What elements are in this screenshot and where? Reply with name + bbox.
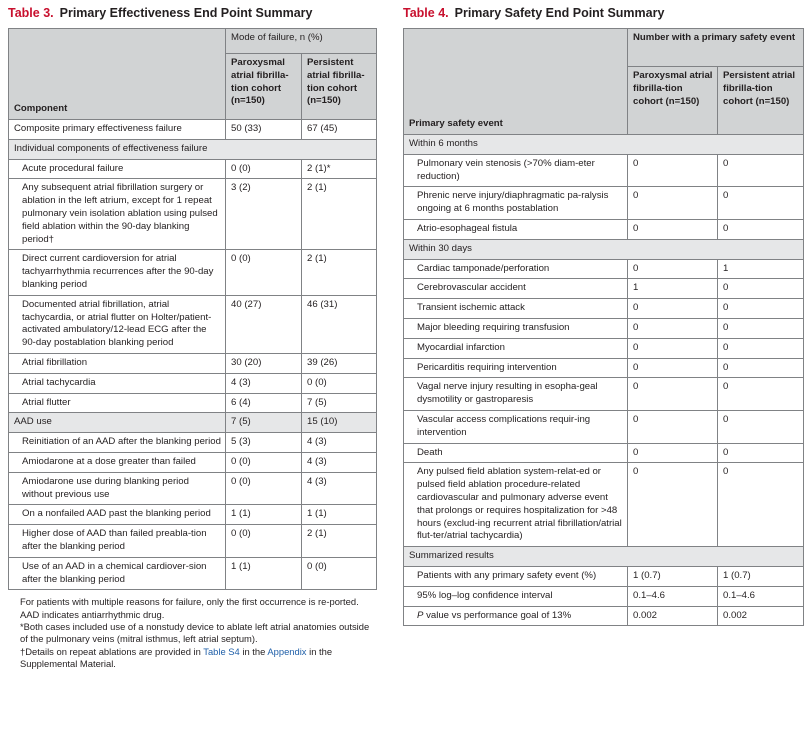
table3-cell-persistent: 46 (31): [302, 295, 377, 353]
table3-row-label: On a nonfailed AAD past the blanking period: [9, 505, 226, 525]
table4-row-label: Cerebrovascular accident: [404, 279, 628, 299]
table3-caption: [8, 6, 376, 22]
table4-row-label: P value vs performance goal of 13%: [404, 606, 628, 626]
table4-row: [404, 378, 804, 411]
table4-cell-persistent: 1 (0.7): [718, 566, 804, 586]
table4-cell-paroxysmal: 0: [628, 338, 718, 358]
table3-body: [9, 120, 377, 590]
table4-cell-paroxysmal: 0.002: [628, 606, 718, 626]
table4-panel: [403, 6, 803, 626]
table3-row: [9, 373, 377, 393]
table3-cell-persistent: 0 (0): [302, 373, 377, 393]
table4-row-label: Transient ischemic attack: [404, 299, 628, 319]
table4-cell-paroxysmal: 0: [628, 443, 718, 463]
table3-cell-persistent: 2 (1): [302, 525, 377, 558]
table3-row-label: Higher dose of AAD than failed preabla-tion after the blanking period: [9, 525, 226, 558]
table4-row-label: Vascular access complications requir-ing intervention: [404, 410, 628, 443]
table3-row-label: Amiodarone use during blanking period without previous use: [9, 472, 226, 505]
table3-cell-persistent: 67 (45): [302, 120, 377, 140]
table4-row-label: Death: [404, 443, 628, 463]
table3-row: [9, 139, 377, 159]
table4-row-label: Pericarditis requiring intervention: [404, 358, 628, 378]
table3-row-label: Any subsequent atrial fibrillation surgery or ablation in the left atrium, except for 1 repeat pulmonary vein isolation ablation using pulsed field ablation within the 90-day blanking period†: [9, 179, 226, 250]
table3-cell-persistent: 2 (1): [302, 179, 377, 250]
table3-cell-paroxysmal: 0 (0): [226, 452, 302, 472]
table4-label: Table 4.: [403, 6, 449, 20]
table4-row: [404, 410, 804, 443]
table4-cell-persistent: 0.1–4.6: [718, 586, 804, 606]
table4-header-col2: Persistent atrial fibrilla-tion cohort (n=150): [718, 67, 804, 135]
table3-row-label: Direct current cardioversion for atrial tachyarrhythmia recurrences after the 90-day blanking period: [9, 250, 226, 295]
table4-cell-paroxysmal: 0: [628, 410, 718, 443]
table4-row: [404, 279, 804, 299]
table4-cell-persistent: 1: [718, 259, 804, 279]
table4-row-label: Pulmonary vein stenosis (>70% diam-eter reduction): [404, 154, 628, 187]
table3-title: Primary Effectiveness End Point Summary: [59, 6, 313, 20]
table4-row: [404, 586, 804, 606]
table4-cell-paroxysmal: 0: [628, 187, 718, 220]
table4-cell-paroxysmal: 0: [628, 318, 718, 338]
table4-row: [404, 463, 804, 547]
table4-row: [404, 154, 804, 187]
table4-row-label: Any pulsed field ablation system-relat-ed or pulsed field ablation procedure-related cardiovascular and pulmonary adverse event that prolongs or requires hospitalization for >48 hours (exclud-ing recurrent atrial fibrillation/atrial flut-ter/atrial tachycardia): [404, 463, 628, 547]
table4-cell-persistent: 0: [718, 187, 804, 220]
table4-header-event: Primary safety event: [404, 29, 628, 135]
table3-row-label: Atrial tachycardia: [9, 373, 226, 393]
table4-row: [404, 358, 804, 378]
table4-cell-persistent: 0: [718, 338, 804, 358]
table4-row: [404, 135, 804, 155]
table4-row-label: Major bleeding requiring transfusion: [404, 318, 628, 338]
table3: [8, 28, 377, 590]
table4-row: [404, 299, 804, 319]
table4-cell-persistent: 0: [718, 279, 804, 299]
table4-cell-paroxysmal: 0: [628, 378, 718, 411]
table4-title: Primary Safety End Point Summary: [454, 6, 665, 20]
table3-cell-paroxysmal: 40 (27): [226, 295, 302, 353]
table3-row: [9, 295, 377, 353]
table4-row-label: Myocardial infarction: [404, 338, 628, 358]
table3-row: [9, 179, 377, 250]
table3-row: [9, 452, 377, 472]
table3-footnote: For patients with multiple reasons for failure, only the first occurrence is re-ported. AAD indicates antiarrhythmic drug.: [20, 596, 359, 620]
table4-cell-paroxysmal: 0: [628, 259, 718, 279]
table3-row: [9, 353, 377, 373]
table4-cell-paroxysmal: 0: [628, 299, 718, 319]
table3-row-label: Use of an AAD in a chemical cardiover-sion after the blanking period: [9, 557, 226, 590]
table3-row: [9, 557, 377, 590]
table3-cell-persistent: 39 (26): [302, 353, 377, 373]
table4: [403, 28, 804, 626]
table3-row-label: Composite primary effectiveness failure: [9, 120, 226, 140]
table4-cell-persistent: 0: [718, 219, 804, 239]
table4-row-label: Phrenic nerve injury/diaphragmatic pa-ralysis ongoing at 6 months postablation: [404, 187, 628, 220]
table4-section-label: Within 30 days: [404, 239, 804, 259]
table3-cell-paroxysmal: 3 (2): [226, 179, 302, 250]
table4-row: [404, 443, 804, 463]
table3-cell-persistent: 4 (3): [302, 472, 377, 505]
table4-cell-persistent: 0: [718, 443, 804, 463]
table4-header-col1: Paroxysmal atrial fibrilla-tion cohort (n=150): [628, 67, 718, 135]
table3-row: [9, 413, 377, 433]
table3-cell-paroxysmal: 0 (0): [226, 159, 302, 179]
table4-section-label: Summarized results: [404, 547, 804, 567]
table4-cell-paroxysmal: 0: [628, 219, 718, 239]
table3-section-label: Individual components of effectiveness failure: [9, 139, 377, 159]
table3-row: [9, 120, 377, 140]
table3-panel: [8, 6, 376, 670]
table3-cell-paroxysmal: 50 (33): [226, 120, 302, 140]
table3-cell-paroxysmal: 1 (1): [226, 505, 302, 525]
table3-footnotes: [8, 596, 376, 670]
table3-row-label: Reinitiation of an AAD after the blanking period: [9, 433, 226, 453]
table3-row: [9, 505, 377, 525]
table3-row: [9, 159, 377, 179]
table3-cell-persistent: 0 (0): [302, 557, 377, 590]
table3-cell-paroxysmal: 4 (3): [226, 373, 302, 393]
table3-row-label: Atrial flutter: [9, 393, 226, 413]
table4-row: [404, 239, 804, 259]
table3-row: [9, 250, 377, 295]
table4-row: [404, 219, 804, 239]
table4-row: [404, 338, 804, 358]
table4-row-label: Patients with any primary safety event (%): [404, 566, 628, 586]
table3-row: [9, 472, 377, 505]
table3-cell-paroxysmal: 0 (0): [226, 525, 302, 558]
table4-cell-paroxysmal: 1 (0.7): [628, 566, 718, 586]
table3-cell-paroxysmal: 30 (20): [226, 353, 302, 373]
table4-row: [404, 259, 804, 279]
table3-header-col2: Persistent atrial fibrilla-tion cohort (n=150): [302, 54, 377, 120]
appendix-link[interactable]: Appendix: [267, 645, 307, 657]
table3-cell-paroxysmal: 0 (0): [226, 472, 302, 505]
table4-row: [404, 187, 804, 220]
table3-cell-paroxysmal: 1 (1): [226, 557, 302, 590]
table3-header-col1: Paroxysmal atrial fibrilla-tion cohort (n=150): [226, 54, 302, 120]
table3-header-component: Component: [9, 29, 226, 120]
table3-row-label: AAD use: [9, 413, 226, 433]
table4-row-label: Atrio-esophageal fistula: [404, 219, 628, 239]
table3-cell-paroxysmal: 6 (4): [226, 393, 302, 413]
table3-footnote: †Details on repeat ablations are provided in Table S4 in the Appendix in the Supplemental Material.: [20, 645, 333, 669]
table3-label: Table 3.: [8, 6, 54, 20]
table3-row: [9, 525, 377, 558]
table3-header-group: Mode of failure, n (%): [226, 29, 377, 54]
table4-cell-paroxysmal: 0: [628, 358, 718, 378]
table3-cell-persistent: 4 (3): [302, 433, 377, 453]
table4-cell-persistent: 0.002: [718, 606, 804, 626]
table4-row-label: Vagal nerve injury resulting in esopha-geal dysmotility or gastroparesis: [404, 378, 628, 411]
table3-footnote: *Both cases included use of a nonstudy device to ablate left atrial anatomies outside of the pulmonary veins (mitral isthmus, left atrial septum).: [20, 620, 370, 645]
table4-cell-persistent: 0: [718, 358, 804, 378]
table3-row: [9, 393, 377, 413]
table4-cell-paroxysmal: 1: [628, 279, 718, 299]
table3-row-label: Amiodarone at a dose greater than failed: [9, 452, 226, 472]
table4-header-group: Number with a primary safety event: [628, 29, 804, 67]
table3-cell-persistent: 4 (3): [302, 452, 377, 472]
table4-row: [404, 566, 804, 586]
table4-cell-persistent: 0: [718, 378, 804, 411]
table3-row-label: Acute procedural failure: [9, 159, 226, 179]
table4-cell-persistent: 0: [718, 463, 804, 547]
table3-row: [9, 433, 377, 453]
table3-row-label: Atrial fibrillation: [9, 353, 226, 373]
table-s4-link[interactable]: Table S4: [203, 645, 240, 657]
table3-cell-paroxysmal: 0 (0): [226, 250, 302, 295]
table4-row: [404, 547, 804, 567]
table3-cell-persistent: 1 (1): [302, 505, 377, 525]
table4-cell-persistent: 0: [718, 318, 804, 338]
table4-caption: [403, 6, 803, 22]
table4-cell-persistent: 0: [718, 299, 804, 319]
table3-cell-paroxysmal: 7 (5): [226, 413, 302, 433]
table4-row: [404, 606, 804, 626]
table4-row-label: Cardiac tamponade/perforation: [404, 259, 628, 279]
table4-cell-persistent: 0: [718, 410, 804, 443]
table4-cell-paroxysmal: 0: [628, 463, 718, 547]
table4-cell-paroxysmal: 0: [628, 154, 718, 187]
table4-cell-paroxysmal: 0.1–4.6: [628, 586, 718, 606]
table4-row-label: 95% log–log confidence interval: [404, 586, 628, 606]
table4-cell-persistent: 0: [718, 154, 804, 187]
table3-row-label: Documented atrial fibrillation, atrial tachycardia, or atrial flutter on Holter/patient-activated ambulatory/12-lead ECG after the 90-day postablation blanking period: [9, 295, 226, 353]
table3-cell-persistent: 15 (10): [302, 413, 377, 433]
table4-body: [404, 135, 804, 626]
table3-cell-persistent: 2 (1): [302, 250, 377, 295]
table4-section-label: Within 6 months: [404, 135, 804, 155]
table3-cell-persistent: 7 (5): [302, 393, 377, 413]
table3-cell-persistent: 2 (1)*: [302, 159, 377, 179]
table4-row: [404, 318, 804, 338]
table3-cell-paroxysmal: 5 (3): [226, 433, 302, 453]
